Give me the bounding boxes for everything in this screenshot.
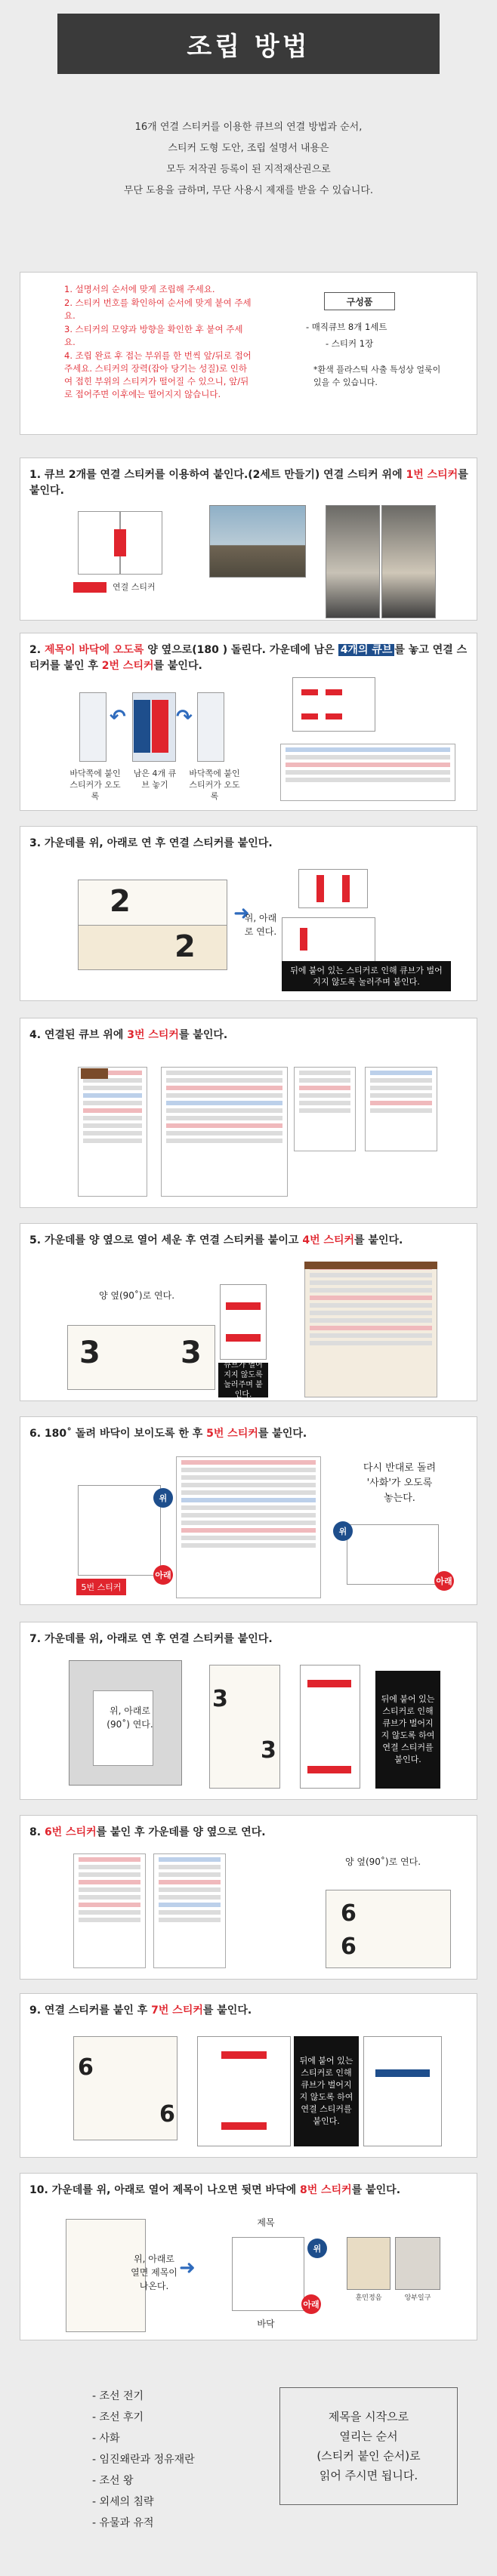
title-text: 4. 연결된 큐브 위에 — [29, 1029, 128, 1041]
cube-grid — [292, 677, 375, 732]
note-line: 제목을 시작으로 — [328, 2410, 409, 2423]
warning-list — [64, 283, 253, 402]
cube — [363, 2036, 442, 2146]
reading-order-note — [279, 2387, 458, 2505]
title-text: 1. 큐브 2개를 연결 스티커를 이용하여 붙인다.(2세트 만들기) 연결 스티커 위에 — [29, 469, 406, 481]
caption: 바닥쪽에 붙인 스티커가 오도록 — [189, 769, 240, 801]
direction-text: 위, 아래로 열면 제목이 나온다. — [131, 2254, 178, 2291]
sticker-digit: 2 — [174, 929, 196, 964]
history-chart-sheet — [176, 1456, 321, 1598]
topic-item: - 외세의 침략 — [92, 2496, 154, 2508]
notice-line: 16개 연결 스티커를 이용한 큐브의 연결 방법과 순서, — [134, 122, 363, 133]
cube — [220, 1284, 267, 1360]
cube — [298, 869, 368, 908]
history-chart-sheet — [304, 1262, 437, 1397]
sticker-digit: 6 — [341, 1934, 357, 1960]
rotate-arrow-icon: ↷ — [176, 706, 193, 729]
cube — [78, 1485, 161, 1576]
step-2-card — [20, 633, 477, 811]
title-text: 5. 가운데를 양 옆으로 열어 세운 후 연결 스티커를 붙이고 — [29, 1234, 303, 1246]
sticker — [375, 2069, 430, 2077]
arrow-right-icon: ➜ — [179, 2257, 196, 2279]
history-chart-sheet — [153, 1853, 226, 1968]
title-text: 를 놓고 연결 스티커를 붙인 후 — [29, 644, 468, 672]
tip-note: 뒤에 붙어 있는 스티커로 인해 큐브가 벌어지지 않도록 하여 연결 스티커를 붙인다. — [294, 2036, 359, 2146]
notice-line: 스티커 도형 도안, 조립 설명서 내용은 — [168, 143, 329, 154]
title-text: 를 붙인다. — [351, 2184, 401, 2196]
step-6-card — [20, 1416, 477, 1605]
parts-item: - 스티커 1장 — [326, 338, 374, 349]
topic-item: - 조선 후기 — [92, 2411, 144, 2423]
note-line: 읽어 주시면 됩니다. — [319, 2469, 418, 2482]
title-text: 를 붙인다. — [202, 2004, 252, 2017]
topic-item: - 임진왜란과 정유재란 — [92, 2454, 195, 2466]
sticker — [221, 2051, 267, 2059]
sticker — [301, 713, 318, 719]
tip-note: 큐브가 벌어지지 않도록 눌러주며 붙인다. — [218, 1363, 268, 1397]
sticker — [307, 1680, 351, 1687]
warning-item: 3. 스티커의 모양과 방향을 확인한 후 붙여 주세요. — [64, 324, 243, 347]
title-text: 를 붙인다. — [178, 1029, 228, 1041]
notice-line: 모두 저작권 등록이 된 지적재산권으로 — [166, 164, 331, 175]
top-label: 제목 — [257, 2217, 275, 2228]
palace-photo — [326, 505, 380, 618]
sticker-digit: 3 — [181, 1336, 202, 1370]
sticker-digit: 3 — [212, 1686, 228, 1712]
instruction-text: 다시 반대로 돌려 '사화'가 오도록 놓는다. — [363, 1462, 437, 1504]
warning-item: 1. 설명서의 순서에 맞게 조립해 주세요. — [64, 284, 215, 294]
note-line: (스티커 붙인 순서)로 — [316, 2449, 421, 2463]
topic-list — [92, 2386, 243, 2534]
chart-header — [304, 1262, 437, 1269]
sticker — [326, 689, 342, 695]
highlight: 4개의 큐브 — [338, 644, 395, 656]
step-10-title — [29, 2183, 469, 2199]
step-7-card — [20, 1622, 477, 1800]
page-title: 조립 방법 — [57, 14, 440, 74]
blue-sticker — [134, 700, 150, 753]
sticker-digit: 6 — [341, 1900, 357, 1927]
title-text: 양 옆으로(180 ) 돌린다. 가운데에 남은 — [144, 644, 338, 656]
red-sticker — [152, 700, 168, 753]
legend-label: 연결 스티커 — [113, 582, 156, 592]
bottom-badge: 아래 — [153, 1565, 173, 1585]
opened-cube — [78, 925, 227, 970]
title-text: 2. — [29, 644, 45, 656]
sticker — [301, 689, 318, 695]
rotate-arrow-icon: ↶ — [110, 706, 126, 729]
emphasis: 제목이 바닥에 오도록 — [44, 644, 144, 656]
direction-text: 양 옆(90˚)로 연다. — [98, 1290, 175, 1301]
title-text: 를 붙인다. — [258, 1428, 307, 1440]
sticker — [226, 1334, 261, 1342]
step-1-card — [20, 458, 477, 621]
history-chart-sheet — [365, 1067, 437, 1151]
cube — [79, 692, 106, 762]
sticker-number: 4번 스티커 — [302, 1234, 355, 1246]
sticker-number: 1번 스티커 — [406, 469, 458, 481]
sticker — [307, 1766, 351, 1773]
sticker-digit: 3 — [261, 1737, 276, 1764]
intro-card — [20, 272, 477, 435]
step-9-card — [20, 1993, 477, 2158]
cube — [232, 2237, 304, 2311]
step-1-title — [29, 467, 469, 499]
parts-item: - 매직큐브 8개 1세트 — [306, 322, 387, 332]
sticker-digit: 3 — [79, 1336, 100, 1370]
direction-text: 위, 아래로(90˚) 연다. — [106, 1706, 153, 1730]
cube — [282, 917, 375, 964]
sticker-number: 3번 스티커 — [127, 1029, 179, 1041]
step-4-title — [29, 1028, 469, 1043]
sticker — [221, 2122, 267, 2130]
step-2-title — [29, 642, 469, 674]
connection-sticker — [114, 529, 126, 556]
artifact-photo — [395, 2237, 440, 2290]
palace-photo — [209, 505, 306, 578]
bottom-badge: 아래 — [301, 2294, 321, 2314]
history-chart-sheet — [294, 1067, 356, 1151]
topic-item: - 조선 왕 — [92, 2475, 134, 2487]
history-chart-sheet — [161, 1067, 288, 1197]
tip-note: 뒤에 붙어 있는 스티커로 인해 큐브가 벌어지지 않도록 하여 연결 스티커를 붙인다. — [375, 1671, 440, 1789]
tip-note: 뒤에 붙어 있는 스티커로 인해 큐브가 벌어지지 않도록 눌러주며 붙인다. — [282, 961, 451, 991]
sticker — [326, 713, 342, 719]
title-text: 를 붙인다. — [354, 1234, 403, 1246]
title-text: 를 붙인다. — [153, 660, 202, 672]
sticker-number: 5번 스티커 — [206, 1428, 258, 1440]
step-6-title — [29, 1426, 469, 1442]
sticker-number: 6번 스티커 — [44, 1826, 97, 1838]
sticker — [300, 928, 307, 951]
warning-item: 4. 조립 완료 후 접는 부위를 한 번씩 앞/뒤로 접어 주세요. 스티커의 장력(잡아 당기는 성질)로 인하여 접힌 부위의 스티커가 떨어질 수 있으니, 앞/뒤로 접어주면 이후에는 떨어지지 않습니다. — [64, 350, 252, 399]
copyright-notice — [107, 117, 390, 230]
bottom-label: 바닥 — [257, 2319, 275, 2329]
step-7-title: 7. 가운데를 위, 아래로 연 후 연결 스티커를 붙인다. — [29, 1633, 273, 1645]
title-text: 6. 180˚ 돌려 바닥이 보이도록 한 후 — [29, 1428, 207, 1440]
cube — [197, 692, 224, 762]
sticker — [316, 875, 324, 902]
caption: 바닥쪽에 붙인 스티커가 오도록 — [69, 769, 121, 801]
bottom-badge: 아래 — [434, 1571, 454, 1591]
top-badge: 위 — [333, 1521, 353, 1541]
opened-cube — [209, 1665, 280, 1789]
topic-item: - 조선 전기 — [92, 2390, 144, 2402]
cube — [347, 1524, 439, 1585]
notice-line: 무단 도용을 금하며, 무단 사용시 제재를 받을 수 있습니다. — [123, 185, 374, 196]
step-8-card — [20, 1815, 477, 1980]
sticker-digit: 6 — [159, 2101, 175, 2128]
step-3-card — [20, 826, 477, 1001]
arrow-right-icon: ➜ — [233, 902, 250, 925]
top-badge: 위 — [153, 1488, 173, 1508]
title-text: 를 붙인다. — [29, 469, 468, 497]
sticker-digit: 2 — [110, 884, 131, 919]
parts-title: 구성품 — [324, 292, 395, 310]
artifact-photo — [347, 2237, 390, 2290]
cube — [120, 511, 162, 575]
warning-item: 2. 스티커 번호를 확인하여 순서에 맞게 붙여 주세요. — [64, 297, 252, 321]
direction-text: 양 옆(90˚)로 연다. — [344, 1857, 421, 1867]
history-chart-sheet — [280, 744, 455, 801]
chart-header — [81, 1068, 108, 1079]
topic-item: - 유물과 유적 — [92, 2517, 154, 2529]
caption: 남은 4개 큐브 놓기 — [133, 769, 177, 790]
step-5-card — [20, 1223, 477, 1401]
history-chart-sheet — [78, 1067, 147, 1197]
artifact-caption: 앙부일구 — [404, 2294, 431, 2302]
step-3-title: 3. 가운데를 위, 아래로 연 후 연결 스티커를 붙인다. — [29, 837, 273, 849]
parts-note: *환색 플라스틱 사출 특성상 얼룩이 있을 수 있습니다. — [313, 365, 441, 387]
sticker — [342, 875, 350, 902]
sticker-number: 2번 스티커 — [101, 660, 154, 672]
note-line: 열리는 순서 — [339, 2430, 398, 2443]
sticker-5-label: 5번 스티커 — [76, 1579, 126, 1595]
step-4-card — [20, 1018, 477, 1208]
top-badge: 위 — [307, 2239, 327, 2258]
sticker-digit: 6 — [78, 2054, 94, 2081]
step-5-title — [29, 1233, 469, 1249]
history-chart-sheet — [73, 1853, 146, 1968]
title-text: 를 붙인 후 가운데를 양 옆으로 연다. — [96, 1826, 266, 1838]
sticker-number: 8번 스티커 — [300, 2184, 352, 2196]
title-text: 10. 가운데를 위, 아래로 열어 제목이 나오면 뒷면 바닥에 — [29, 2184, 300, 2196]
topic-item: - 사화 — [92, 2433, 120, 2445]
sticker — [226, 1302, 261, 1310]
legend-swatch — [73, 582, 106, 593]
title-text: 8. — [29, 1826, 45, 1838]
step-10-card — [20, 2173, 477, 2340]
step-8-title — [29, 1825, 469, 1841]
sticker-number: 7번 스티커 — [151, 2004, 203, 2017]
artifact-caption: 훈민정음 — [355, 2294, 382, 2302]
direction-text: 위, 아래로 연다. — [244, 913, 277, 937]
palace-photo — [381, 505, 436, 618]
step-9-title — [29, 2003, 469, 2019]
title-text: 9. 연결 스티커를 붙인 후 — [29, 2004, 152, 2017]
